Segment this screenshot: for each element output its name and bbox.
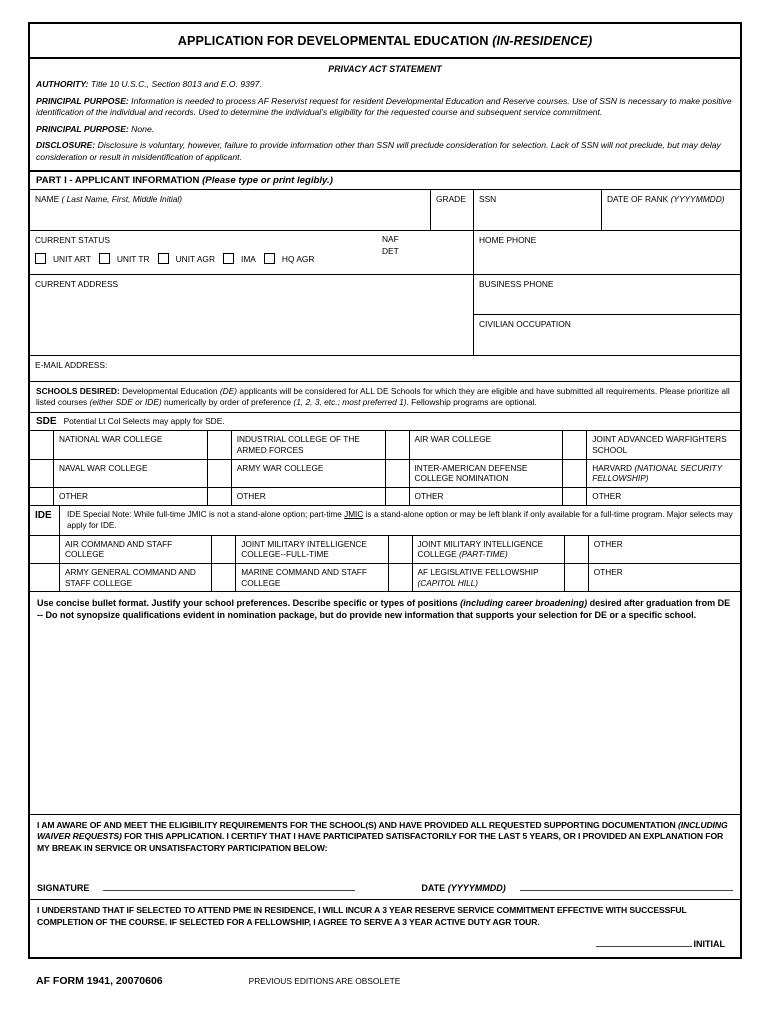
- current-status-label: CURRENT STATUS: [35, 235, 110, 246]
- table-row: [30, 488, 740, 506]
- form-title: [30, 24, 740, 59]
- privacy-principal-purpose-2-text: None.: [128, 123, 155, 134]
- ide-tag: IDE: [30, 506, 60, 535]
- sde-school-0-1: INDUSTRIAL COLLEGE OF THE ARMED FORCES: [232, 431, 386, 458]
- table-row: [30, 536, 740, 564]
- email-field[interactable]: [30, 356, 740, 381]
- status-option-label-3: IMA: [241, 253, 256, 264]
- home-phone-label: HOME PHONE: [479, 235, 537, 246]
- form-title-suffix: (IN-RESIDENCE): [492, 34, 593, 48]
- table-row: [30, 431, 740, 459]
- sde-school-2-3: OTHER: [592, 490, 622, 501]
- part1-header: [30, 172, 740, 190]
- status-option-label-4: HQ AGR: [281, 253, 315, 264]
- home-phone-field[interactable]: [474, 231, 740, 274]
- ide-note-text-1: IDE Special Note: While full-time JMIC is not a stand-alone option; part-time: [67, 509, 345, 519]
- checkbox-unit-art[interactable]: [35, 253, 46, 264]
- ide-school-0-2-name: JOINT MILITARY INTELLIGENCE COLLEGE: [417, 538, 544, 560]
- sde-school-0-2: AIR WAR COLLEGE: [410, 431, 564, 458]
- schools-desired-italic-3: (1, 2, 3, etc.; most preferred 1): [293, 397, 407, 408]
- ide-school-1-2-italic: (CAPITOL HILL): [417, 577, 479, 588]
- privacy-disclosure: [36, 140, 734, 163]
- ide-school-1-3: OTHER: [593, 567, 623, 578]
- ide-priority-input-0-1[interactable]: [212, 536, 236, 563]
- privacy-disclosure-label: DISCLOSURE:: [36, 140, 96, 151]
- form-title-main: APPLICATION FOR DEVELOPMENTAL EDUCATION: [177, 34, 489, 48]
- schools-desired-text-1: Developmental Education: [119, 386, 220, 397]
- name-field[interactable]: [30, 190, 431, 230]
- business-phone-label: BUSINESS PHONE: [479, 279, 554, 290]
- date-of-rank-label: DATE OF RANK: [607, 194, 669, 205]
- sde-priority-input-1-2[interactable]: [386, 460, 410, 487]
- previous-editions-notice: PREVIOUS EDITIONS ARE OBSOLETE: [248, 976, 401, 986]
- certification-text: [37, 820, 733, 856]
- sde-priority-input-0-0[interactable]: [30, 431, 54, 458]
- sde-school-1-3-italic: (NATIONAL SECURITY FELLOWSHIP): [592, 462, 722, 484]
- part1-header-italic: (Please type or print legibly.): [202, 175, 333, 187]
- naf-det-label: [382, 233, 399, 257]
- checkbox-ima[interactable]: [223, 253, 234, 264]
- privacy-principal-purpose: [36, 96, 734, 119]
- sde-priority-input-2-0[interactable]: [30, 488, 54, 505]
- signature-label: SIGNATURE: [37, 883, 90, 894]
- form-footer: [28, 975, 742, 987]
- sde-school-0-3: JOINT ADVANCED WARFIGHTERS SCHOOL: [592, 434, 727, 456]
- privacy-authority: [36, 79, 734, 91]
- ide-school-0-2-italic: (PART-TIME): [459, 549, 508, 560]
- privacy-act-section: [30, 59, 740, 172]
- ide-priority-input-1-1[interactable]: [212, 564, 236, 591]
- privacy-principal-purpose-text: Information is needed to process AF Reservist request for resident Developmental Education and Reserve courses. Use of SSN is necessary to make positive identification of the individual and records. Used to determine the individual's eligibility for the requested course and subsequent service commitment.: [36, 95, 732, 118]
- sde-priority-input-2-2[interactable]: [386, 488, 410, 505]
- part1-header-bold: PART I - APPLICANT INFORMATION: [36, 175, 200, 187]
- date-input[interactable]: [520, 889, 733, 891]
- certification-section: [30, 814, 740, 858]
- date-label-group: [421, 883, 505, 893]
- ide-header: [30, 506, 740, 536]
- ide-priority-input-1-0[interactable]: [30, 564, 60, 591]
- narrative-instruction-italic: (including career broadening): [460, 598, 588, 609]
- email-label: E-MAIL ADDRESS:: [35, 360, 108, 371]
- ide-school-0-1: JOINT MILITARY INTELLIGENCE COLLEGE--FULL-TIME: [236, 536, 388, 563]
- civilian-occupation-label: CIVILIAN OCCUPATION: [479, 319, 571, 330]
- privacy-disclosure-text: Disclosure is voluntary, however, failure to provide information other than SSN will preclude consideration for selection. Lack of SSN will not preclude, but may delay consideration or result in misidentification of applicant.: [36, 140, 721, 162]
- sde-priority-input-0-3[interactable]: [563, 431, 587, 458]
- initial-row: [37, 929, 733, 953]
- sde-school-1-3: [587, 460, 740, 487]
- commitment-text: I UNDERSTAND THAT IF SELECTED TO ATTEND PME IN RESIDENCE, I WILL INCUR A 3 YEAR RESERVE SERVICE COMMITMENT EFFECTIVE WITH SUCCESSFUL COMPLETION OF THE COURSE. IF SELECTED FOR A FELLOWSHIP, I AGREE TO SERVE A 3 YEAR ACTIVE DUTY AGR TOUR.: [37, 905, 687, 927]
- sde-priority-input-0-2[interactable]: [386, 431, 410, 458]
- table-row: [30, 460, 740, 488]
- sde-priority-input-2-1[interactable]: [208, 488, 232, 505]
- ide-note-underline: JMIC: [344, 509, 364, 519]
- status-option-label-1: UNIT TR: [116, 253, 150, 264]
- ide-note: [60, 506, 740, 535]
- date-of-rank-field[interactable]: [602, 190, 740, 230]
- privacy-authority-label: AUTHORITY:: [36, 79, 89, 89]
- sde-tag: SDE: [36, 416, 57, 428]
- table-row: [30, 564, 740, 591]
- checkbox-unit-tr[interactable]: [99, 253, 110, 264]
- ide-priority-input-0-2[interactable]: [389, 536, 413, 563]
- sde-priority-input-1-0[interactable]: [30, 460, 54, 487]
- schools-desired-italic-2: (either SDE or IDE): [89, 397, 162, 408]
- sde-school-2-1: OTHER: [232, 488, 386, 505]
- email-row: [30, 356, 740, 382]
- schools-desired-text-2: applicants will be considered for ALL DE Schools for which they are eligible and have submitted all requirements. Please prioritize all listed courses: [36, 386, 730, 408]
- ide-note-text-2: is a stand-alone option or may be left blank if only available for a full-time program. Major selects may apply for IDE.: [67, 509, 733, 530]
- sde-school-0-0: NATIONAL WAR COLLEGE: [54, 431, 208, 458]
- current-address-field[interactable]: [30, 275, 474, 355]
- certification-text-italic: (INCLUDING WAIVER REQUESTS): [37, 819, 728, 842]
- ide-school-1-1: MARINE COMMAND AND STAFF COLLEGE: [236, 564, 388, 591]
- narrative-instruction: [30, 591, 740, 625]
- narrative-textarea[interactable]: [30, 626, 740, 814]
- privacy-principal-purpose-label: PRINCIPAL PURPOSE:: [36, 95, 129, 106]
- schools-desired-text-4: . Fellowship programs are optional.: [406, 397, 537, 408]
- narrative-instruction-text-1: Use concise bullet format. Justify your school preferences. Describe specific or types of positions: [37, 598, 461, 609]
- naf-line-2: DET: [382, 246, 399, 257]
- grade-label: GRADE: [436, 194, 466, 205]
- ide-school-0-0: AIR COMMAND AND STAFF COLLEGE: [60, 536, 212, 563]
- privacy-principal-purpose-2-label: PRINCIPAL PURPOSE:: [36, 123, 129, 134]
- date-label: DATE: [421, 883, 446, 894]
- privacy-act-heading: PRIVACY ACT STATEMENT: [328, 64, 442, 74]
- checkbox-unit-agr[interactable]: [158, 253, 169, 264]
- ssn-field[interactable]: [474, 190, 602, 230]
- naf-line-1: NAF: [382, 234, 399, 245]
- status-option-label-2: UNIT AGR: [175, 253, 215, 264]
- sde-priority-input-0-1[interactable]: [208, 431, 232, 458]
- commitment-section: [30, 899, 740, 957]
- ide-priority-input-1-2[interactable]: [389, 564, 413, 591]
- ide-school-1-2-name: AF LEGISLATIVE FELLOWSHIP: [417, 567, 539, 578]
- signature-row: [30, 857, 740, 899]
- sde-priority-input-1-3[interactable]: [563, 460, 587, 487]
- ide-school-1-0: ARMY GENERAL COMMAND AND STAFF COLLEGE: [60, 564, 212, 591]
- status-checkbox-group: [35, 253, 324, 264]
- ide-priority-input-1-3[interactable]: [565, 564, 589, 591]
- form-id: AF FORM 1941, 20070606: [36, 975, 163, 987]
- address-row: [30, 275, 740, 356]
- sde-school-1-2: INTER-AMERICAN DEFENSE COLLEGE NOMINATION: [410, 460, 564, 487]
- status-row: [30, 231, 740, 275]
- schools-desired-italic-1: (DE): [219, 386, 238, 397]
- form-frame: [28, 22, 742, 959]
- current-status-field: [30, 231, 474, 274]
- ide-priority-input-0-0[interactable]: [30, 536, 60, 563]
- name-row: [30, 190, 740, 231]
- ssn-label: SSN: [479, 194, 497, 205]
- civilian-occupation-field[interactable]: [474, 315, 740, 355]
- ide-school-0-3: OTHER: [593, 538, 623, 549]
- ide-school-1-2: [413, 564, 565, 591]
- status-option-label-0: UNIT ART: [53, 253, 91, 264]
- initial-input[interactable]: [596, 945, 692, 947]
- sde-school-1-0: NAVAL WAR COLLEGE: [54, 460, 208, 487]
- business-phone-field[interactable]: [474, 275, 740, 315]
- sde-note: Potential Lt Col Selects may apply for SDE.: [63, 416, 225, 427]
- sde-priority-input-1-1[interactable]: [208, 460, 232, 487]
- grade-field[interactable]: [431, 190, 474, 230]
- date-hint: (YYYYMMDD): [447, 883, 506, 894]
- certification-text-2: FOR THIS APPLICATION. I CERTIFY THAT I HAVE PARTICIPATED SATISFACTORILY FOR THE LAST 5 YEARS, OR I PROVIDED AN EXPLANATION FOR MY BREAK IN SERVICE OR UNSATISFACTORY PARTICIPATION BELOW:: [37, 831, 724, 854]
- sde-school-2-2: OTHER: [410, 488, 564, 505]
- date-of-rank-hint: (YYYYMMDD): [670, 194, 725, 205]
- checkbox-hq-agr[interactable]: [264, 253, 275, 264]
- contact-stack: [474, 275, 740, 355]
- sde-school-1-1: ARMY WAR COLLEGE: [232, 460, 386, 487]
- sde-priority-input-2-3[interactable]: [563, 488, 587, 505]
- ide-school-grid: [30, 536, 740, 591]
- schools-desired-note: [30, 382, 740, 413]
- signature-input[interactable]: [103, 889, 355, 891]
- initial-label: INITIAL: [693, 938, 725, 949]
- sde-school-2-0: OTHER: [54, 488, 208, 505]
- sde-header: [30, 413, 740, 431]
- schools-desired-text-3: numerically by order of preference: [161, 397, 294, 408]
- schools-desired-label: SCHOOLS DESIRED:: [36, 386, 120, 397]
- privacy-principal-purpose-2: [36, 124, 734, 136]
- ide-priority-input-0-3[interactable]: [565, 536, 589, 563]
- narrative-instruction-text-2: desired after graduation from DE -- Do not synopsize qualifications evident in nomination package, but do provide new information that supports your selection for DE or a specific school.: [37, 598, 731, 621]
- privacy-authority-text: Title 10 U.S.C., Section 8013 and E.O. 9397.: [88, 79, 262, 89]
- name-label: NAME: [35, 194, 60, 205]
- sde-school-1-3-name: HARVARD: [592, 462, 635, 473]
- name-hint: ( Last Name, First, Middle Initial): [61, 194, 183, 205]
- current-address-label: CURRENT ADDRESS: [35, 279, 119, 290]
- ide-school-0-2: [413, 536, 565, 563]
- certification-text-1: I AM AWARE OF AND MEET THE ELIGIBILITY REQUIREMENTS FOR THE SCHOOL(S) AND HAVE PROVIDED ALL REQUESTED SUPPORTING DOCUMENTATION: [37, 819, 678, 830]
- sde-school-grid: [30, 431, 740, 505]
